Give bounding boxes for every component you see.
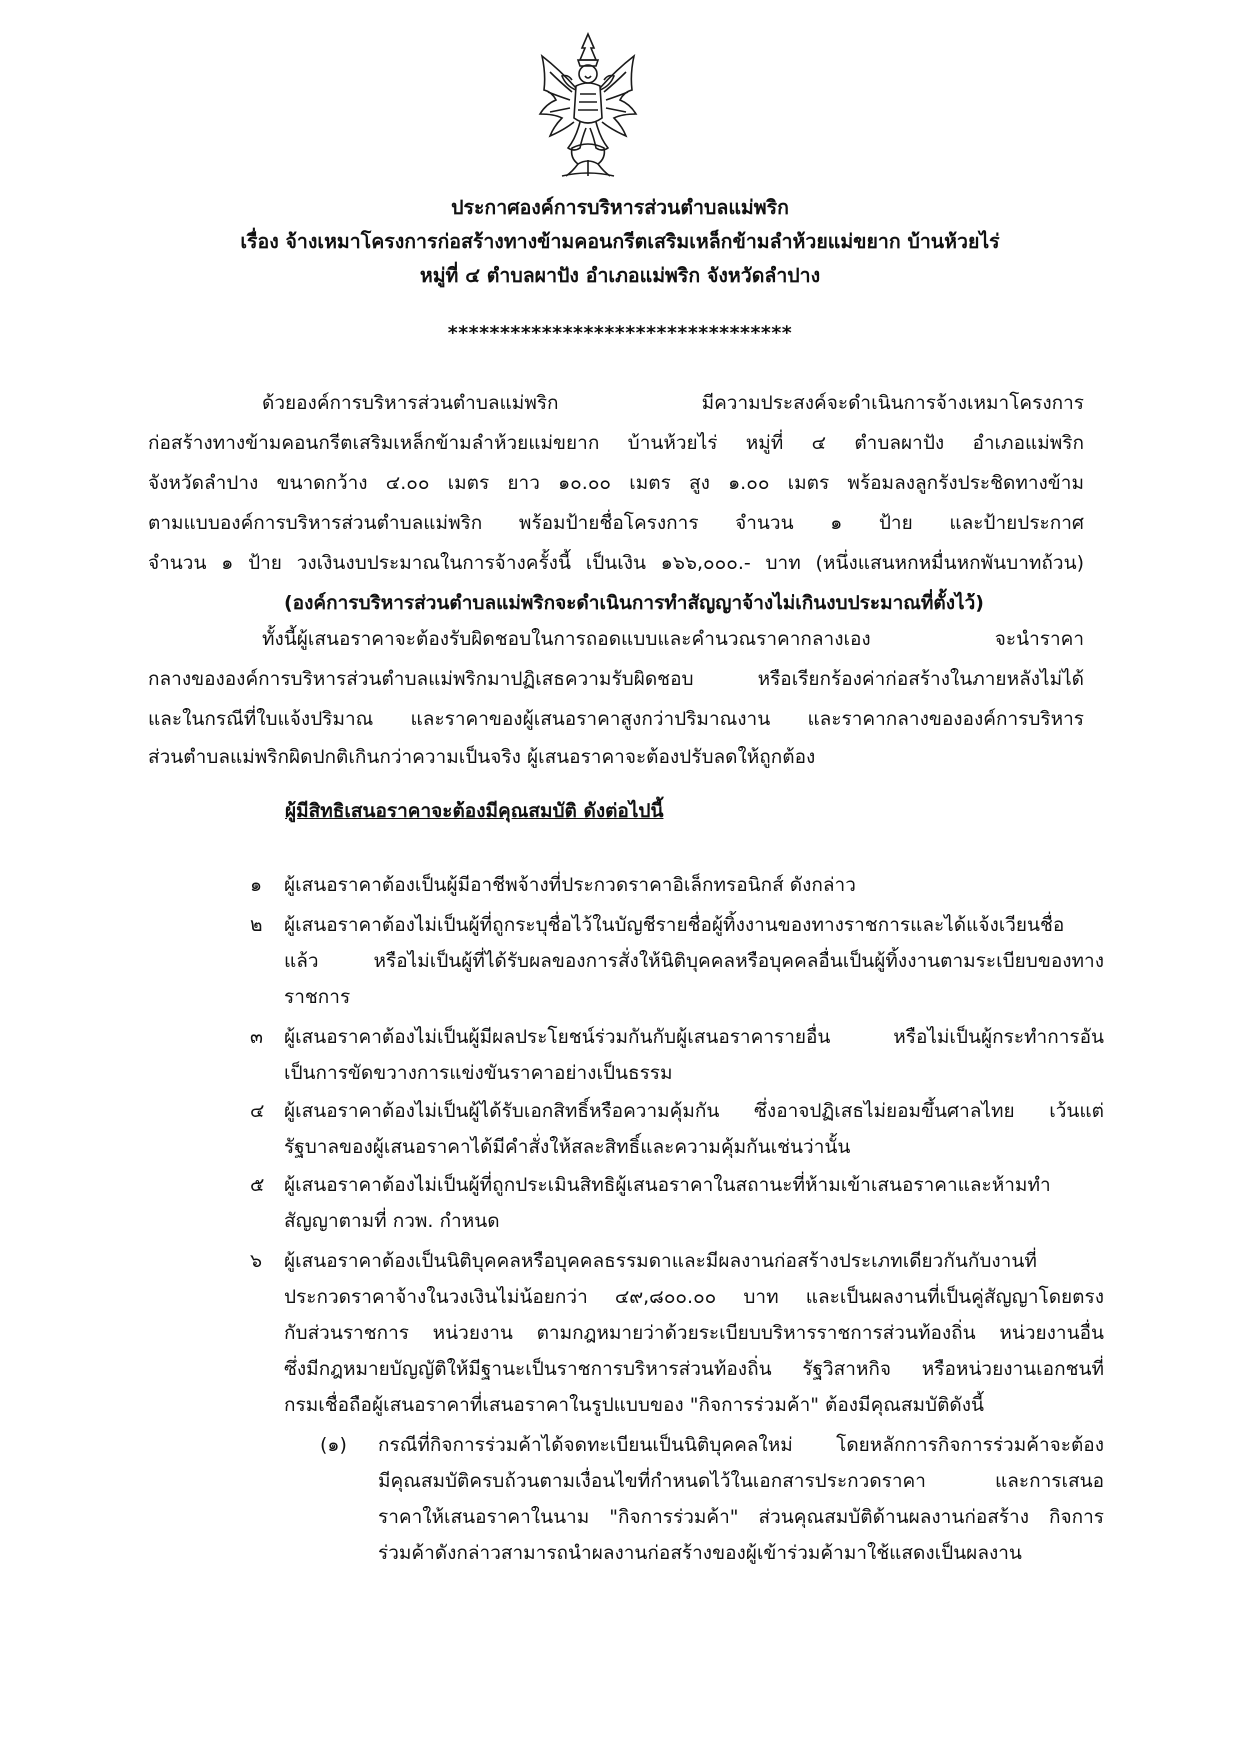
sub-list-item: กรณีที่กิจการร่วมค้าได้จดทะเบียนเป็นนิติบุคคลใหม่ โดยหลักการกิจการร่วมค้าจะต้อง xyxy=(378,1434,1104,1456)
garuda-emblem-icon xyxy=(532,30,644,180)
list-item: ผู้เสนอราคาต้องไม่เป็นผู้ได้รับเอกสิทธิ์หรือความคุ้มกัน ซึ่งอาจปฏิเสธไม่ยอมขึ้นศาลไทย เว้นแต่ xyxy=(284,1100,1104,1122)
separator-line: ********************************* xyxy=(447,322,793,344)
intro-line: ตามแบบองค์การบริหารส่วนตำบลแม่พริก พร้อมป้ายชื่อโครงการ จำนวน ๑ ป้าย และป้ายประกาศ xyxy=(148,512,1084,534)
document-location: หมู่ที่ ๔ ตำบลผาปัง อำเภอแม่พริก จังหวัดลำปาง xyxy=(419,264,821,287)
list-item: เป็นการขัดขวางการแข่งขันราคาอย่างเป็นธรรม xyxy=(284,1062,673,1084)
intro-line: ทั้งนี้ผู้เสนอราคาจะต้องรับผิดชอบในการถอดแบบและคำนวณราคากลางเอง จะนำราคา xyxy=(262,628,1084,650)
qualifications-heading: ผู้มีสิทธิเสนอราคาจะต้องมีคุณสมบัติ ดังต่อไปนี้ xyxy=(285,800,664,822)
intro-line: จำนวน ๑ ป้าย วงเงินงบประมาณในการจ้างครั้งนี้ เป็นเงิน ๑๖๖,๐๐๐.- บาท (หนึ่งแสนหกหมื่นหกพันบาทถ้วน) xyxy=(148,552,1084,574)
intro-line: จังหวัดลำปาง ขนาดกว้าง ๔.๐๐ เมตร ยาว ๑๐.๐๐ เมตร สูง ๑.๐๐ เมตร พร้อมลงลูกรังประชิดทางข้าม xyxy=(148,472,1084,494)
sub-item-number: (๑) xyxy=(320,1434,347,1456)
list-item: ผู้เสนอราคาต้องไม่เป็นผู้มีผลประโยชน์ร่วมกันกับผู้เสนอราคารายอื่น หรือไม่เป็นผู้กระทำการอัน xyxy=(284,1026,1104,1048)
list-item: ประกวดราคาจ้างในวงเงินไม่น้อยกว่า ๔๙,๘๐๐.๐๐ บาท และเป็นผลงานที่เป็นคู่สัญญาโดยตรง xyxy=(284,1286,1104,1308)
intro-line: ก่อสร้างทางข้ามคอนกรีตเสริมเหล็กข้ามลำห้วยแม่ขยาก บ้านห้วยไร่ หมู่ที่ ๔ ตำบลผาปัง อำเภอแม่พริก xyxy=(148,432,1084,454)
list-item: ผู้เสนอราคาต้องไม่เป็นผู้ที่ถูกระบุชื่อไว้ในบัญชีรายชื่อผู้ทิ้งงานของทางราชการและได้แจ้งเวียนชื่อ xyxy=(284,914,1065,936)
item-number: ๖ xyxy=(250,1250,263,1272)
intro-line: กลางขององค์การบริหารส่วนตำบลแม่พริกมาปฏิเสธความรับผิดชอบ หรือเรียกร้องค่าก่อสร้างในภายหลังไม่ได้ xyxy=(148,668,1084,690)
budget-note: (องค์การบริหารส่วนตำบลแม่พริกจะดำเนินการทำสัญญาจ้างไม่เกินงบประมาณที่ตั้งไว้) xyxy=(284,592,984,614)
item-number: ๓ xyxy=(250,1026,263,1048)
list-item: แล้ว หรือไม่เป็นผู้ที่ได้รับผลของการสั่งให้นิติบุคคลหรือบุคคลอื่นเป็นผู้ทิ้งงานตามระเบียบของทาง xyxy=(284,950,1104,972)
item-number: ๕ xyxy=(250,1174,265,1196)
list-item: ราชการ xyxy=(284,986,351,1008)
list-item: ผู้เสนอราคาต้องเป็นผู้มีอาชีพจ้างที่ประกวดราคาอิเล็กทรอนิกส์ ดังกล่าว xyxy=(284,874,856,896)
item-number: ๔ xyxy=(250,1100,265,1122)
sub-list-item: ราคาให้เสนอราคาในนาม "กิจการร่วมค้า" ส่วนคุณสมบัติด้านผลงานก่อสร้าง กิจการ xyxy=(378,1506,1104,1528)
intro-line: และในกรณีที่ใบแจ้งปริมาณ และราคาของผู้เสนอราคาสูงกว่าปริมาณงาน และราคากลางขององค์การบริหาร xyxy=(148,708,1084,730)
intro-line: ด้วยองค์การบริหารส่วนตำบลแม่พริก มีความประสงค์จะดำเนินการจ้างเหมาโครงการ xyxy=(262,392,1084,414)
item-number: ๒ xyxy=(250,914,263,936)
sub-list-item: ร่วมค้าดังกล่าวสามารถนำผลงานก่อสร้างของผู้เข้าร่วมค้ามาใช้แสดงเป็นผลงาน xyxy=(378,1542,1022,1564)
list-item: ผู้เสนอราคาต้องไม่เป็นผู้ที่ถูกประเมินสิทธิผู้เสนอราคาในสถานะที่ห้ามเข้าเสนอราคาและห้ามทำ xyxy=(284,1174,1051,1196)
item-number: ๑ xyxy=(250,874,263,896)
list-item: กับส่วนราชการ หน่วยงาน ตามกฎหมายว่าด้วยระเบียบบริหารราชการส่วนท้องถิ่น หน่วยงานอื่น xyxy=(284,1322,1104,1344)
list-item: สัญญาตามที่ กวพ. กำหนด xyxy=(284,1210,500,1232)
document-title: ประกาศองค์การบริหารส่วนตำบลแม่พริก xyxy=(451,196,789,219)
document-subject: เรื่อง จ้างเหมาโครงการก่อสร้างทางข้ามคอนกรีตเสริมเหล็กข้ามลำห้วยแม่ขยาก บ้านห้วยไร่ xyxy=(240,230,1000,253)
list-item: ซึ่งมีกฎหมายบัญญัติให้มีฐานะเป็นราชการบริหารส่วนท้องถิ่น รัฐวิสาหกิจ หรือหน่วยงานเอกชนที่ xyxy=(284,1358,1104,1380)
intro-line: ส่วนตำบลแม่พริกผิดปกติเกินกว่าความเป็นจริง ผู้เสนอราคาจะต้องปรับลดให้ถูกต้อง xyxy=(148,746,816,768)
list-item: ผู้เสนอราคาต้องเป็นนิติบุคคลหรือบุคคลธรรมดาและมีผลงานก่อสร้างประเภทเดียวกันกับงานที่ xyxy=(284,1250,1037,1272)
sub-list-item: มีคุณสมบัติครบถ้วนตามเงื่อนไขที่กำหนดไว้ในเอกสารประกวดราคา และการเสนอ xyxy=(378,1470,1104,1492)
list-item: กรมเชื่อถือผู้เสนอราคาที่เสนอราคาในรูปแบบของ "กิจการร่วมค้า" ต้องมีคุณสมบัติดังนี้ xyxy=(284,1394,985,1416)
list-item: รัฐบาลของผู้เสนอราคาได้มีคำสั่งให้สละสิทธิ์และความคุ้มกันเช่นว่านั้น xyxy=(284,1136,851,1158)
